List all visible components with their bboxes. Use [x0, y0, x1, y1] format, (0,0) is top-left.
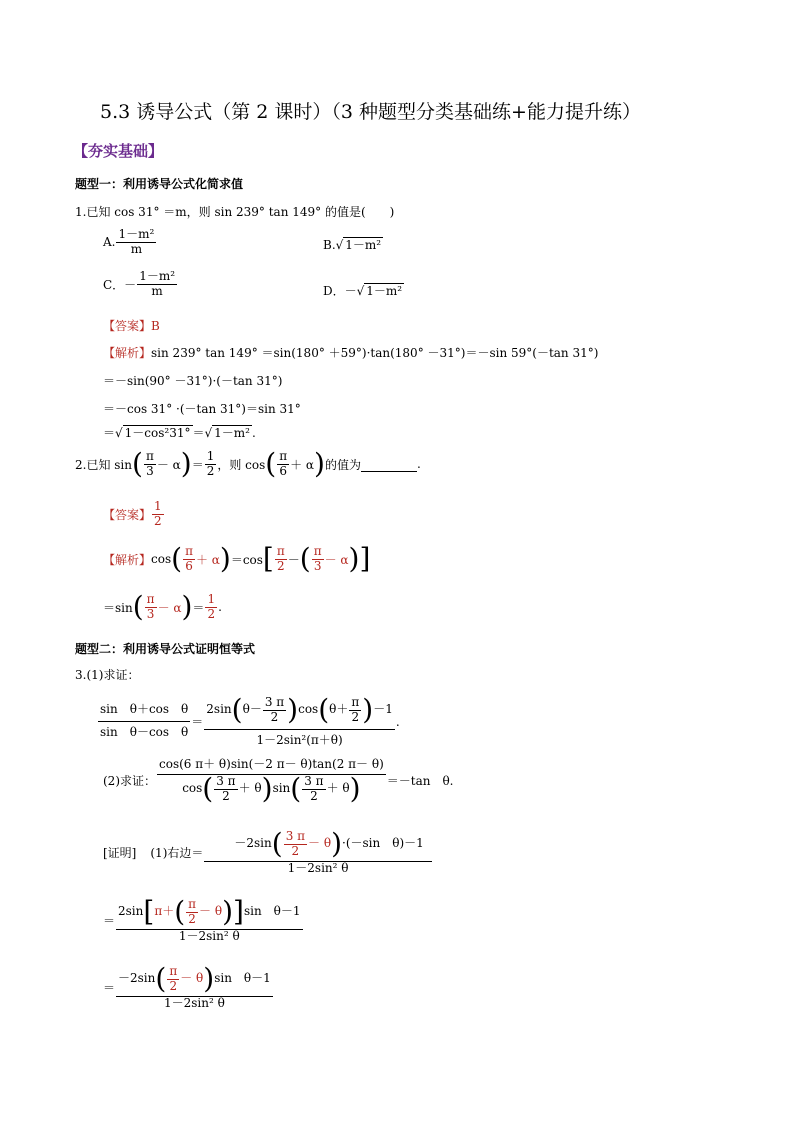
proof-step1: [103, 827, 433, 875]
expr: cos: [151, 552, 172, 567]
answer-tag: 【答案】: [103, 319, 152, 333]
proof-fraction-1: －2sin ( $\frac{3 \pi}{2}$ － θ ) ·(－sin θ)－1 1－2sin² θ: [204, 830, 431, 875]
eq-sign: ＝: [103, 981, 116, 996]
part2-label: (2)求证：: [103, 774, 156, 789]
left-paren: (: [299, 542, 311, 576]
section-heading: 【夯实基础】: [73, 142, 164, 160]
eq-sign: ＝: [192, 600, 205, 615]
pi-over-3: $\frac{\pi}{3}$: [313, 544, 322, 573]
pi-over-2: $\frac{\pi}{2}$: [276, 544, 285, 573]
rhs-fraction: 2sin ( θ－ $\frac{3 \pi}{2}$ ) cos ( θ＋ $\frac{\pi}{2}$ ) －1 1－2sin²(π＋θ): [206, 693, 393, 747]
q1-answer: [103, 317, 160, 334]
q1-analysis-line4: [103, 424, 256, 441]
q2-analysis-line1: [103, 542, 371, 576]
answer-value: B: [151, 319, 160, 333]
type1-heading: 题型一：利用诱导公式化简求值: [75, 177, 244, 191]
left-paren: (: [265, 447, 277, 481]
sqrt-icon: √: [204, 425, 213, 440]
stem-text: － α: [156, 457, 181, 472]
q3-part1-identity: [97, 693, 400, 747]
analysis-text: sin 239° tan 149° ＝sin(180° ＋59°)·tan(180° －31°)＝－sin 59°(－tan 31°): [151, 346, 599, 360]
answer-one-half: $\frac{1}{2}$: [154, 499, 162, 528]
option-d-label: D．－: [323, 284, 357, 298]
proof-fraction-2: 2sin [ π＋ ( $\frac{\pi}{2}$ － θ ) ] sin θ－1 1－2sin² θ: [118, 895, 301, 943]
right-paren: ): [314, 447, 325, 481]
eq-sign: ＝: [191, 457, 204, 472]
part2-fraction: cos(6 π＋ θ)sin(－2 π－ θ)tan(2 π－ θ) cos ( $\frac{3 \pi}{2}$ ＋ θ ) sin ( $\frac{3 \pi}{2}$ ＋ θ ): [159, 757, 384, 806]
option-b-label: B.: [323, 237, 336, 252]
eq-sign: ＝: [192, 426, 205, 440]
part2-rhs: ＝－tan θ.: [386, 774, 454, 789]
analysis-tag: 【解析】: [103, 346, 152, 360]
proof-fraction-3: －2sin ( $\frac{\pi}{2}$ － θ ) sin θ－1 1－2sin² θ: [118, 962, 271, 1010]
q1-option-b: [323, 236, 383, 253]
option-a-label: A.: [103, 235, 116, 250]
proof-step2: [103, 895, 304, 943]
period: .: [416, 457, 421, 472]
pi-over-3: $\frac{\pi}{3}$: [145, 449, 154, 478]
eq-sign: ＝: [103, 426, 116, 440]
expr: ＝sin: [103, 600, 133, 615]
one-half: $\frac{1}{2}$: [207, 592, 216, 621]
q3-part2-identity: [103, 757, 454, 806]
period: .: [395, 714, 400, 729]
q2-answer: [103, 500, 165, 529]
period: .: [218, 600, 222, 615]
q1-analysis-line3: ＝－cos 31° ·(－tan 31°)＝sin 31°: [103, 402, 301, 416]
q1-option-c: [103, 270, 178, 299]
q2-stem: [75, 447, 421, 481]
right-paren: ): [219, 542, 231, 576]
stem-text: 2.已知 sin: [75, 457, 132, 472]
one-half: $\frac{1}{2}$: [206, 449, 215, 478]
right-bracket: ]: [359, 542, 371, 576]
pi-over-6: $\frac{\pi}{6}$: [279, 449, 288, 478]
frac-den: m: [130, 241, 143, 256]
answer-blank: [361, 457, 417, 472]
right-paren: ): [348, 542, 360, 576]
pi-over-6: $\frac{\pi}{6}$: [185, 544, 193, 573]
frac-den: m: [151, 283, 163, 298]
analysis-tag: 【解析】: [103, 552, 152, 567]
stem-text: ＋ α: [290, 457, 315, 472]
expr: ＋ α: [195, 552, 220, 567]
option-a-fraction: [116, 228, 156, 257]
proof-step3: [103, 962, 274, 1010]
q1-analysis-line1: [103, 344, 598, 361]
answer-tag: 【答案】: [103, 507, 152, 522]
expr: － α: [157, 600, 182, 615]
sqrt-icon: √: [356, 283, 365, 298]
sqrt-radicand: 1－m²: [214, 426, 250, 440]
left-paren: (: [132, 590, 144, 624]
left-paren: (: [171, 542, 183, 576]
option-c-label: C．－: [103, 277, 137, 292]
frac-num: 1－m²: [118, 227, 155, 241]
expr: ＝cos: [230, 552, 263, 567]
left-paren: (: [132, 447, 143, 481]
left-bracket: [: [262, 542, 274, 576]
eq-sign: ＝: [103, 914, 116, 929]
proof-tag: [证明]: [103, 846, 137, 861]
proof-text: (1)右边＝: [150, 846, 204, 861]
frac-num: 1－m²: [139, 269, 176, 283]
sqrt-icon: √: [335, 237, 344, 252]
expr: －: [287, 552, 300, 567]
sqrt-radicand: 1－cos²31°: [124, 426, 191, 440]
type2-heading: 题型二：利用诱导公式证明恒等式: [75, 642, 256, 656]
option-c-fraction: [137, 270, 177, 299]
q1-option-d: [323, 282, 404, 299]
sqrt-radicand: 1－m²: [366, 284, 403, 298]
q1-option-a: [103, 228, 157, 257]
expr: － α: [324, 552, 349, 567]
right-paren: ): [181, 590, 193, 624]
q1-stem: 1.已知 cos 31° ＝m，则 sin 239° tan 149° 的值是( ): [75, 205, 395, 219]
pi-over-3: $\frac{\pi}{3}$: [146, 592, 155, 621]
q1-analysis-line2: ＝－sin(90° －31°)·(－tan 31°): [103, 374, 283, 388]
q3-stem: 3.(1)求证：: [75, 668, 140, 682]
sqrt-radicand: 1－m²: [345, 238, 382, 252]
stem-text: 的值为: [324, 457, 361, 472]
period: .: [252, 425, 256, 440]
right-paren: ): [180, 447, 192, 481]
page-title: 5.3 诱导公式（第 2 课时）（3 种题型分类基础练+能力提升练）: [100, 101, 641, 123]
stem-text: ，则 cos: [217, 457, 266, 472]
eq-sign: ＝: [191, 715, 204, 730]
lhs-fraction: $\frac{\text{sin θ＋cos θ}}{\text{sin θ－cos θ}}$: [100, 702, 189, 740]
q2-analysis-line2: [103, 590, 222, 624]
sqrt-icon: √: [115, 425, 123, 440]
